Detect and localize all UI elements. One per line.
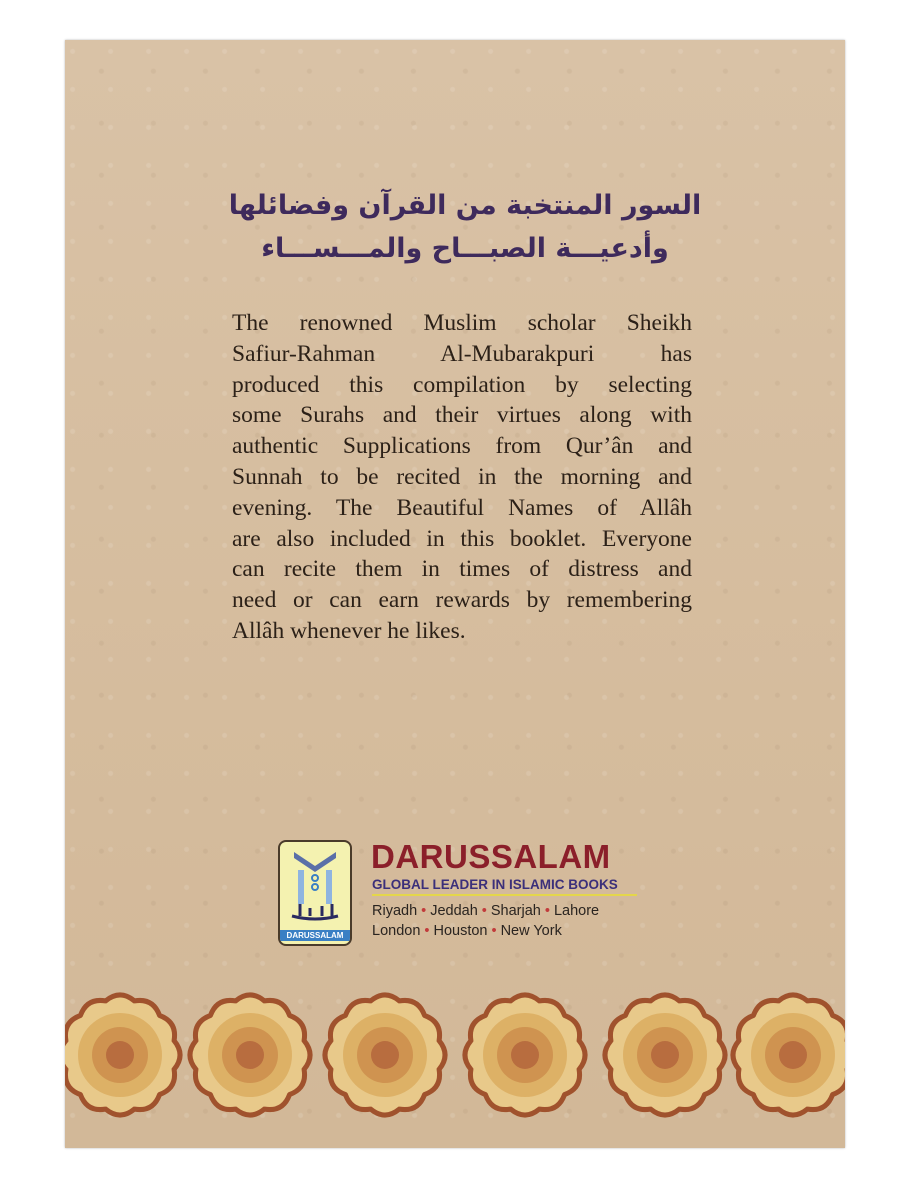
- city: Lahore: [553, 903, 600, 919]
- description-line: evening. The Beautiful Names of Allâh: [232, 494, 692, 521]
- description-line: authentic Supplications from Qur’ân and: [232, 433, 692, 460]
- city: Riyadh: [372, 903, 418, 919]
- city: Sharjah: [490, 903, 541, 919]
- darussalam-logo: [278, 840, 352, 946]
- city: New York: [500, 923, 562, 939]
- city: London: [372, 923, 421, 939]
- bullet-icon: •: [424, 923, 430, 939]
- rosette-ornament: [465, 995, 585, 1115]
- publisher-name: DARUSSALAM: [371, 838, 611, 875]
- description-line: Sunnah to be recited in the morning and: [232, 463, 692, 490]
- cities-row-2: [372, 921, 599, 941]
- bullet-icon: •: [491, 923, 497, 939]
- description-line: some Surahs and their virtues along with: [232, 402, 692, 429]
- book-back-cover: [65, 40, 845, 1148]
- description-line: can recite them in times of distress and: [232, 556, 692, 583]
- rosette-ornament: [733, 995, 845, 1115]
- quran-book-icon: [280, 842, 350, 932]
- description-line: Safiur-Rahman Al-Mubarakpuri has: [232, 340, 692, 367]
- rosette-ornament: [65, 995, 180, 1115]
- description-line: produced this compilation by selecting: [232, 371, 692, 398]
- city: Houston: [433, 923, 488, 939]
- description: [232, 308, 692, 647]
- rosette-border: [65, 980, 845, 1130]
- description-line: Allâh whenever he likes.: [232, 617, 466, 644]
- city: Jeddah: [430, 903, 478, 919]
- rosette-ornament: [605, 995, 725, 1115]
- bullet-icon: •: [481, 903, 487, 919]
- bullet-icon: •: [421, 903, 427, 919]
- arabic-title-line-1: السور المنتخبة من القرآن وفضائلها: [228, 190, 702, 221]
- rosette-ornament: [190, 995, 310, 1115]
- description-line: are also included in this booklet. Everyone: [232, 525, 692, 552]
- publisher-tagline: GLOBAL LEADER IN ISLAMIC BOOKS: [372, 877, 637, 896]
- rosette-ornament: [325, 995, 445, 1115]
- logo-label: DARUSSALAM: [280, 930, 350, 941]
- description-line: The renowned Muslim scholar Sheikh: [232, 310, 692, 336]
- cities-row-1: [372, 901, 599, 921]
- bullet-icon: •: [544, 903, 550, 919]
- arabic-title-line-2: وأدعيـــة الصبـــاح والمـــســـاء: [261, 233, 669, 264]
- publisher-cities: [372, 901, 599, 941]
- description-line: need or can earn rewards by remembering: [232, 587, 692, 614]
